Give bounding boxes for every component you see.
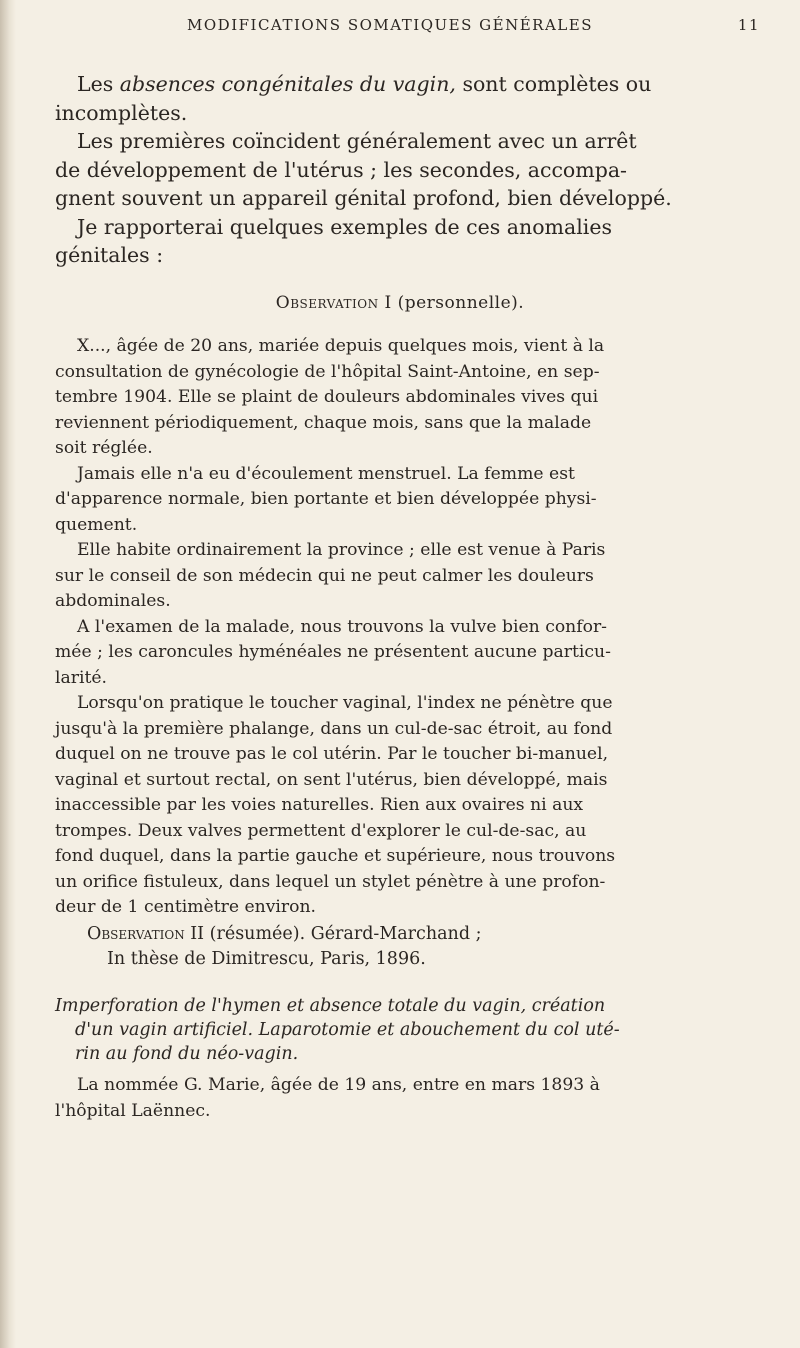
observation-2-summary (55, 994, 765, 1066)
observation-2-source: In thèse de Dimitrescu, Paris, 1896. (107, 949, 426, 969)
body-line: abdominales. (55, 591, 171, 611)
intro-line: de développement de l'utérus ; les secondes, accompa- (55, 157, 627, 182)
intro-italic-term: absences congénitales du vagin, (119, 72, 456, 96)
body-line: deur de 1 centimètre environ. (55, 897, 317, 917)
intro-line: génitales : (55, 243, 164, 267)
body-line: l'hôpital Laënnec. (55, 1100, 211, 1121)
body-line: quement. (55, 514, 138, 535)
body-line: A l'examen de la malade, nous trouvons la vulve bien confor- (77, 616, 607, 637)
body-line: vaginal et surtout rectal, on sent l'utérus, bien développé, mais (55, 769, 608, 790)
observation-label: Observation (87, 924, 185, 944)
body-line: larité. (55, 667, 107, 688)
body-line: tembre 1904. Elle se plaint de douleurs abdominales vives qui (55, 387, 599, 407)
body-line: consultation de gynécologie de l'hôpital Saint-Antoine, en sep- (55, 361, 600, 382)
observation-1-body (55, 334, 765, 921)
intro-line: Je rapporterai quelques exemples de ces anomalies (77, 214, 612, 239)
observation-2-header (55, 922, 765, 972)
running-title: MODIFICATIONS SOMATIQUES GÉNÉRALES (187, 16, 593, 34)
body-line: jusqu'à la première phalange, dans un cul-de-sac étroit, au fond (55, 718, 613, 739)
body-line: trompes. Deux valves permettent d'explorer le cul-de-sac, au (55, 820, 587, 841)
intro-line (55, 70, 765, 99)
intro-line: incomplètes. (55, 100, 188, 125)
page-number: 11 (737, 16, 760, 34)
body-line: fond duquel, dans la partie gauche et supérieure, nous trouvons (55, 846, 616, 866)
body-line: La nommée G. Marie, âgée de 19 ans, entre en mars 1893 à (77, 1075, 600, 1095)
body-line: Lorsqu'on pratique le toucher vaginal, l'index ne pénètre que (77, 693, 613, 713)
observation-title-text: II (résumée). Gérard-Marchand ; (184, 924, 482, 944)
body-line: X..., âgée de 20 ans, mariée depuis quelques mois, vient à la (77, 336, 605, 356)
observation-title-text: I (personnelle). (378, 293, 525, 313)
summary-line: rin au fond du néo-vagin. (75, 1044, 299, 1064)
intro-line: Les premières coïncident généralement avec un arrêt (77, 129, 637, 153)
body-line: Jamais elle n'a eu d'écoulement menstruel. La femme est (77, 463, 575, 484)
intro-paragraph (55, 70, 765, 270)
body-line: un orifice fistuleux, dans lequel un stylet pénètre à une profon- (55, 871, 606, 892)
observation-1-title (0, 293, 800, 313)
body-line: mée ; les caroncules hyménéales ne présentent aucune particu- (55, 642, 611, 662)
summary-line: d'un vagin artificiel. Laparotomie et abouchement du col uté- (75, 1020, 620, 1040)
body-line: reviennent périodiquement, chaque mois, sans que la malade (55, 412, 592, 433)
page-header (60, 16, 760, 46)
observation-2-title (55, 922, 765, 947)
intro-text: Les (77, 72, 120, 96)
body-line: Elle habite ordinairement la province ; elle est venue à Paris (77, 540, 606, 560)
observation-2-body (55, 1073, 765, 1124)
intro-text: sont complètes ou (455, 72, 652, 96)
body-line: sur le conseil de son médecin qui ne peut calmer les douleurs (55, 565, 594, 586)
body-line: inaccessible par les voies naturelles. Rien aux ovaires ni aux (55, 795, 584, 815)
page-binding-shadow (0, 0, 16, 1348)
observation-label: Observation (275, 293, 379, 313)
summary-line: Imperforation de l'hymen et absence totale du vagin, création (55, 996, 606, 1016)
body-line: soit réglée. (55, 438, 153, 458)
intro-line: gnent souvent un appareil génital profond, bien développé. (55, 186, 672, 210)
body-line: d'apparence normale, bien portante et bien développée physi- (55, 489, 597, 509)
body-line: duquel on ne trouve pas le col utérin. Par le toucher bi-manuel, (55, 744, 609, 764)
